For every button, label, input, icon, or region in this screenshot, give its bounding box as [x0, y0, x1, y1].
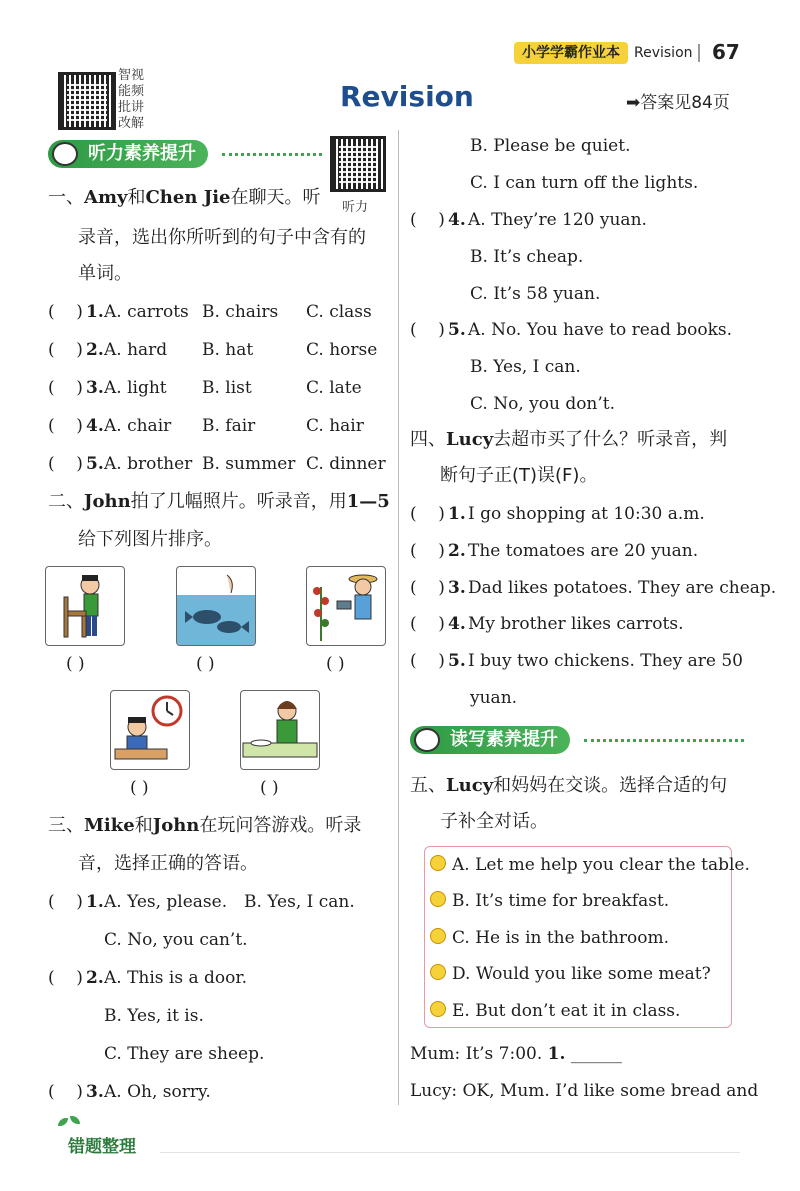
dog-mascot-icon: [414, 728, 440, 752]
sun-bullet-icon: [430, 855, 446, 871]
answer-blank[interactable]: ( ): [48, 968, 83, 988]
part4-item: ( ) 1.: [410, 504, 466, 524]
part1-item: ( ) 4.: [48, 416, 104, 436]
option-b: B. list: [202, 378, 252, 398]
part1-item: ( ) 3.: [48, 378, 104, 398]
answer-blank[interactable]: ( ): [48, 454, 83, 474]
dialogue-line: Lucy: OK, Mum. I’d like some bread and: [410, 1081, 759, 1101]
part1-title: 一、Amy和Chen Jie在聊天。听: [48, 187, 321, 208]
picture-fish-water: [176, 566, 256, 646]
footer-line: [160, 1152, 740, 1153]
option-a: A. They’re 120 yuan.: [468, 210, 647, 230]
picture-woman-table: [240, 690, 320, 770]
statement-text: Dad likes potatoes. They are cheap.: [468, 578, 777, 598]
answer-blank[interactable]: ( ): [48, 892, 83, 912]
option-b: B. Yes, I can.: [244, 892, 355, 912]
reading-section-banner: 读写素养提升: [410, 726, 570, 754]
part1-item: ( ) 1.: [48, 302, 104, 322]
picture-boy-clock: [110, 690, 190, 770]
part5-title-line2: 子补全对话。: [440, 811, 548, 832]
option-a: A. This is a door.: [104, 968, 248, 988]
answer-blank[interactable]: ( ): [410, 210, 445, 230]
part2-title: 二、John拍了几幅照片。听录音，用1—5: [48, 491, 390, 512]
mistakes-label: 错题整理: [68, 1137, 136, 1157]
part5-title: 五、Lucy和妈妈在交谈。选择合适的句: [410, 775, 728, 796]
series-tag: 小学学霸作业本: [514, 42, 628, 64]
option-a: A. No. You have to read books.: [468, 320, 733, 340]
qr-code-listening[interactable]: [330, 136, 386, 192]
qr-listening-caption: 听力: [342, 200, 369, 215]
answer-blank[interactable]: ( ): [410, 614, 445, 634]
option-a: A. brother: [104, 454, 193, 474]
part4-title: 四、Lucy去超市买了什么？听录音，判: [410, 429, 728, 450]
part4-item: ( ) 4.: [410, 614, 466, 634]
part4-item: ( ) 3.: [410, 578, 466, 598]
picture-man-watering: [306, 566, 386, 646]
sun-bullet-icon: [430, 964, 446, 980]
option-b: B. Yes, it is.: [104, 1006, 204, 1026]
part1-item: ( ) 5.: [48, 454, 104, 474]
sun-bullet-icon: [430, 1001, 446, 1017]
part3-q1: ( ) 1.: [48, 892, 104, 912]
option-a: A. Yes, please.: [104, 892, 228, 912]
reading-banner-dots: [584, 739, 744, 742]
option-c: C. horse: [306, 340, 378, 360]
page-number: 67: [712, 40, 740, 64]
part4-item: ( ) 5.: [410, 651, 466, 671]
answer-blank[interactable]: ( ): [410, 541, 445, 561]
dialogue-blank[interactable]: ______: [570, 1044, 622, 1064]
option-b: B. Yes, I can.: [470, 357, 581, 377]
part3-q3: ( ) 3.: [48, 1082, 104, 1102]
part3-q5: ( ) 5.: [410, 320, 466, 340]
part1-item: ( ) 2.: [48, 340, 104, 360]
picture-boy-chair: [45, 566, 125, 646]
option-b: B. fair: [202, 416, 256, 436]
option-a: A. Oh, sorry.: [104, 1082, 211, 1102]
dog-mascot-icon: [52, 142, 78, 166]
part1-title-line2: 录音，选出你所听到的句子中含有的: [78, 227, 366, 248]
answer-blank[interactable]: ( ): [410, 651, 445, 671]
option-b: B. It’s cheap.: [470, 247, 584, 267]
option-c: C. late: [306, 378, 362, 398]
dialogue-line: Mum: It’s 7:00. 1. ______: [410, 1044, 622, 1064]
option-b: B. summer: [202, 454, 296, 474]
statement-text: The tomatoes are 20 yuan.: [468, 541, 699, 561]
picture-blank[interactable]: ( ): [196, 654, 215, 674]
part2-title-line2: 给下列图片排序。: [78, 529, 222, 550]
page-title: Revision: [340, 80, 474, 113]
option-sentence: C. He is in the bathroom.: [430, 926, 669, 950]
option-c: C. I can turn off the lights.: [470, 173, 699, 193]
option-b: B. hat: [202, 340, 254, 360]
option-a: A. hard: [104, 340, 168, 360]
answer-blank[interactable]: ( ): [48, 340, 83, 360]
option-c: C. dinner: [306, 454, 386, 474]
qr-code-video[interactable]: [58, 72, 116, 130]
unit-label: Revision: [634, 45, 693, 61]
option-a: A. chair: [104, 416, 172, 436]
part3-q2: ( ) 2.: [48, 968, 104, 988]
option-b: B. Please be quiet.: [470, 136, 631, 156]
header-divider: [698, 44, 700, 62]
answer-blank[interactable]: ( ): [410, 504, 445, 524]
option-b: B. chairs: [202, 302, 279, 322]
option-c: C. class: [306, 302, 372, 322]
answer-blank[interactable]: ( ): [48, 378, 83, 398]
leaf-icon: [70, 1116, 80, 1124]
part4-item: ( ) 2.: [410, 541, 466, 561]
picture-blank[interactable]: ( ): [260, 778, 279, 798]
statement-text: I go shopping at 10:30 a.m.: [468, 504, 705, 524]
answer-blank[interactable]: ( ): [48, 302, 83, 322]
answer-reference: ➡答案见84页: [626, 93, 730, 113]
sun-bullet-icon: [430, 928, 446, 944]
part4-title-line2: 断句子正(T)误(F)。: [440, 465, 598, 486]
picture-blank[interactable]: ( ): [130, 778, 149, 798]
statement-text: I buy two chickens. They are 50: [468, 651, 743, 671]
answer-blank[interactable]: ( ): [410, 320, 445, 340]
part3-title: 三、Mike和John在玩问答游戏。听录: [48, 815, 362, 836]
qr-video-caption: 智视 能频 批讲 改解: [118, 68, 145, 131]
option-sentence: B. It’s time for breakfast.: [430, 889, 669, 913]
picture-blank[interactable]: ( ): [66, 654, 85, 674]
option-c: C. No, you can’t.: [104, 930, 248, 950]
option-c: C. They are sheep.: [104, 1044, 265, 1064]
option-c: C. It’s 58 yuan.: [470, 284, 601, 304]
option-sentence: E. But don’t eat it in class.: [430, 999, 680, 1023]
option-a: A. light: [104, 378, 167, 398]
picture-blank[interactable]: ( ): [326, 654, 345, 674]
listening-banner-dots: [222, 153, 322, 156]
answer-blank[interactable]: ( ): [48, 416, 83, 436]
sun-bullet-icon: [430, 891, 446, 907]
statement-text: My brother likes carrots.: [468, 614, 684, 634]
option-c: C. No, you don’t.: [470, 394, 616, 414]
answer-blank[interactable]: ( ): [410, 578, 445, 598]
part3-title-line2: 音，选择正确的答语。: [78, 853, 258, 874]
leaf-icon: [58, 1118, 68, 1126]
option-a: A. carrots: [104, 302, 189, 322]
option-c: C. hair: [306, 416, 364, 436]
part1-title-line3: 单词。: [78, 263, 132, 284]
answer-blank[interactable]: ( ): [48, 1082, 83, 1102]
option-sentence: A. Let me help you clear the table.: [430, 853, 750, 877]
option-sentence: D. Would you like some meat?: [430, 962, 711, 986]
part3-q4: ( ) 4.: [410, 210, 466, 230]
column-divider: [398, 130, 399, 1105]
statement-text-cont: yuan.: [470, 688, 518, 708]
listening-section-banner: 听力素养提升: [48, 140, 208, 168]
